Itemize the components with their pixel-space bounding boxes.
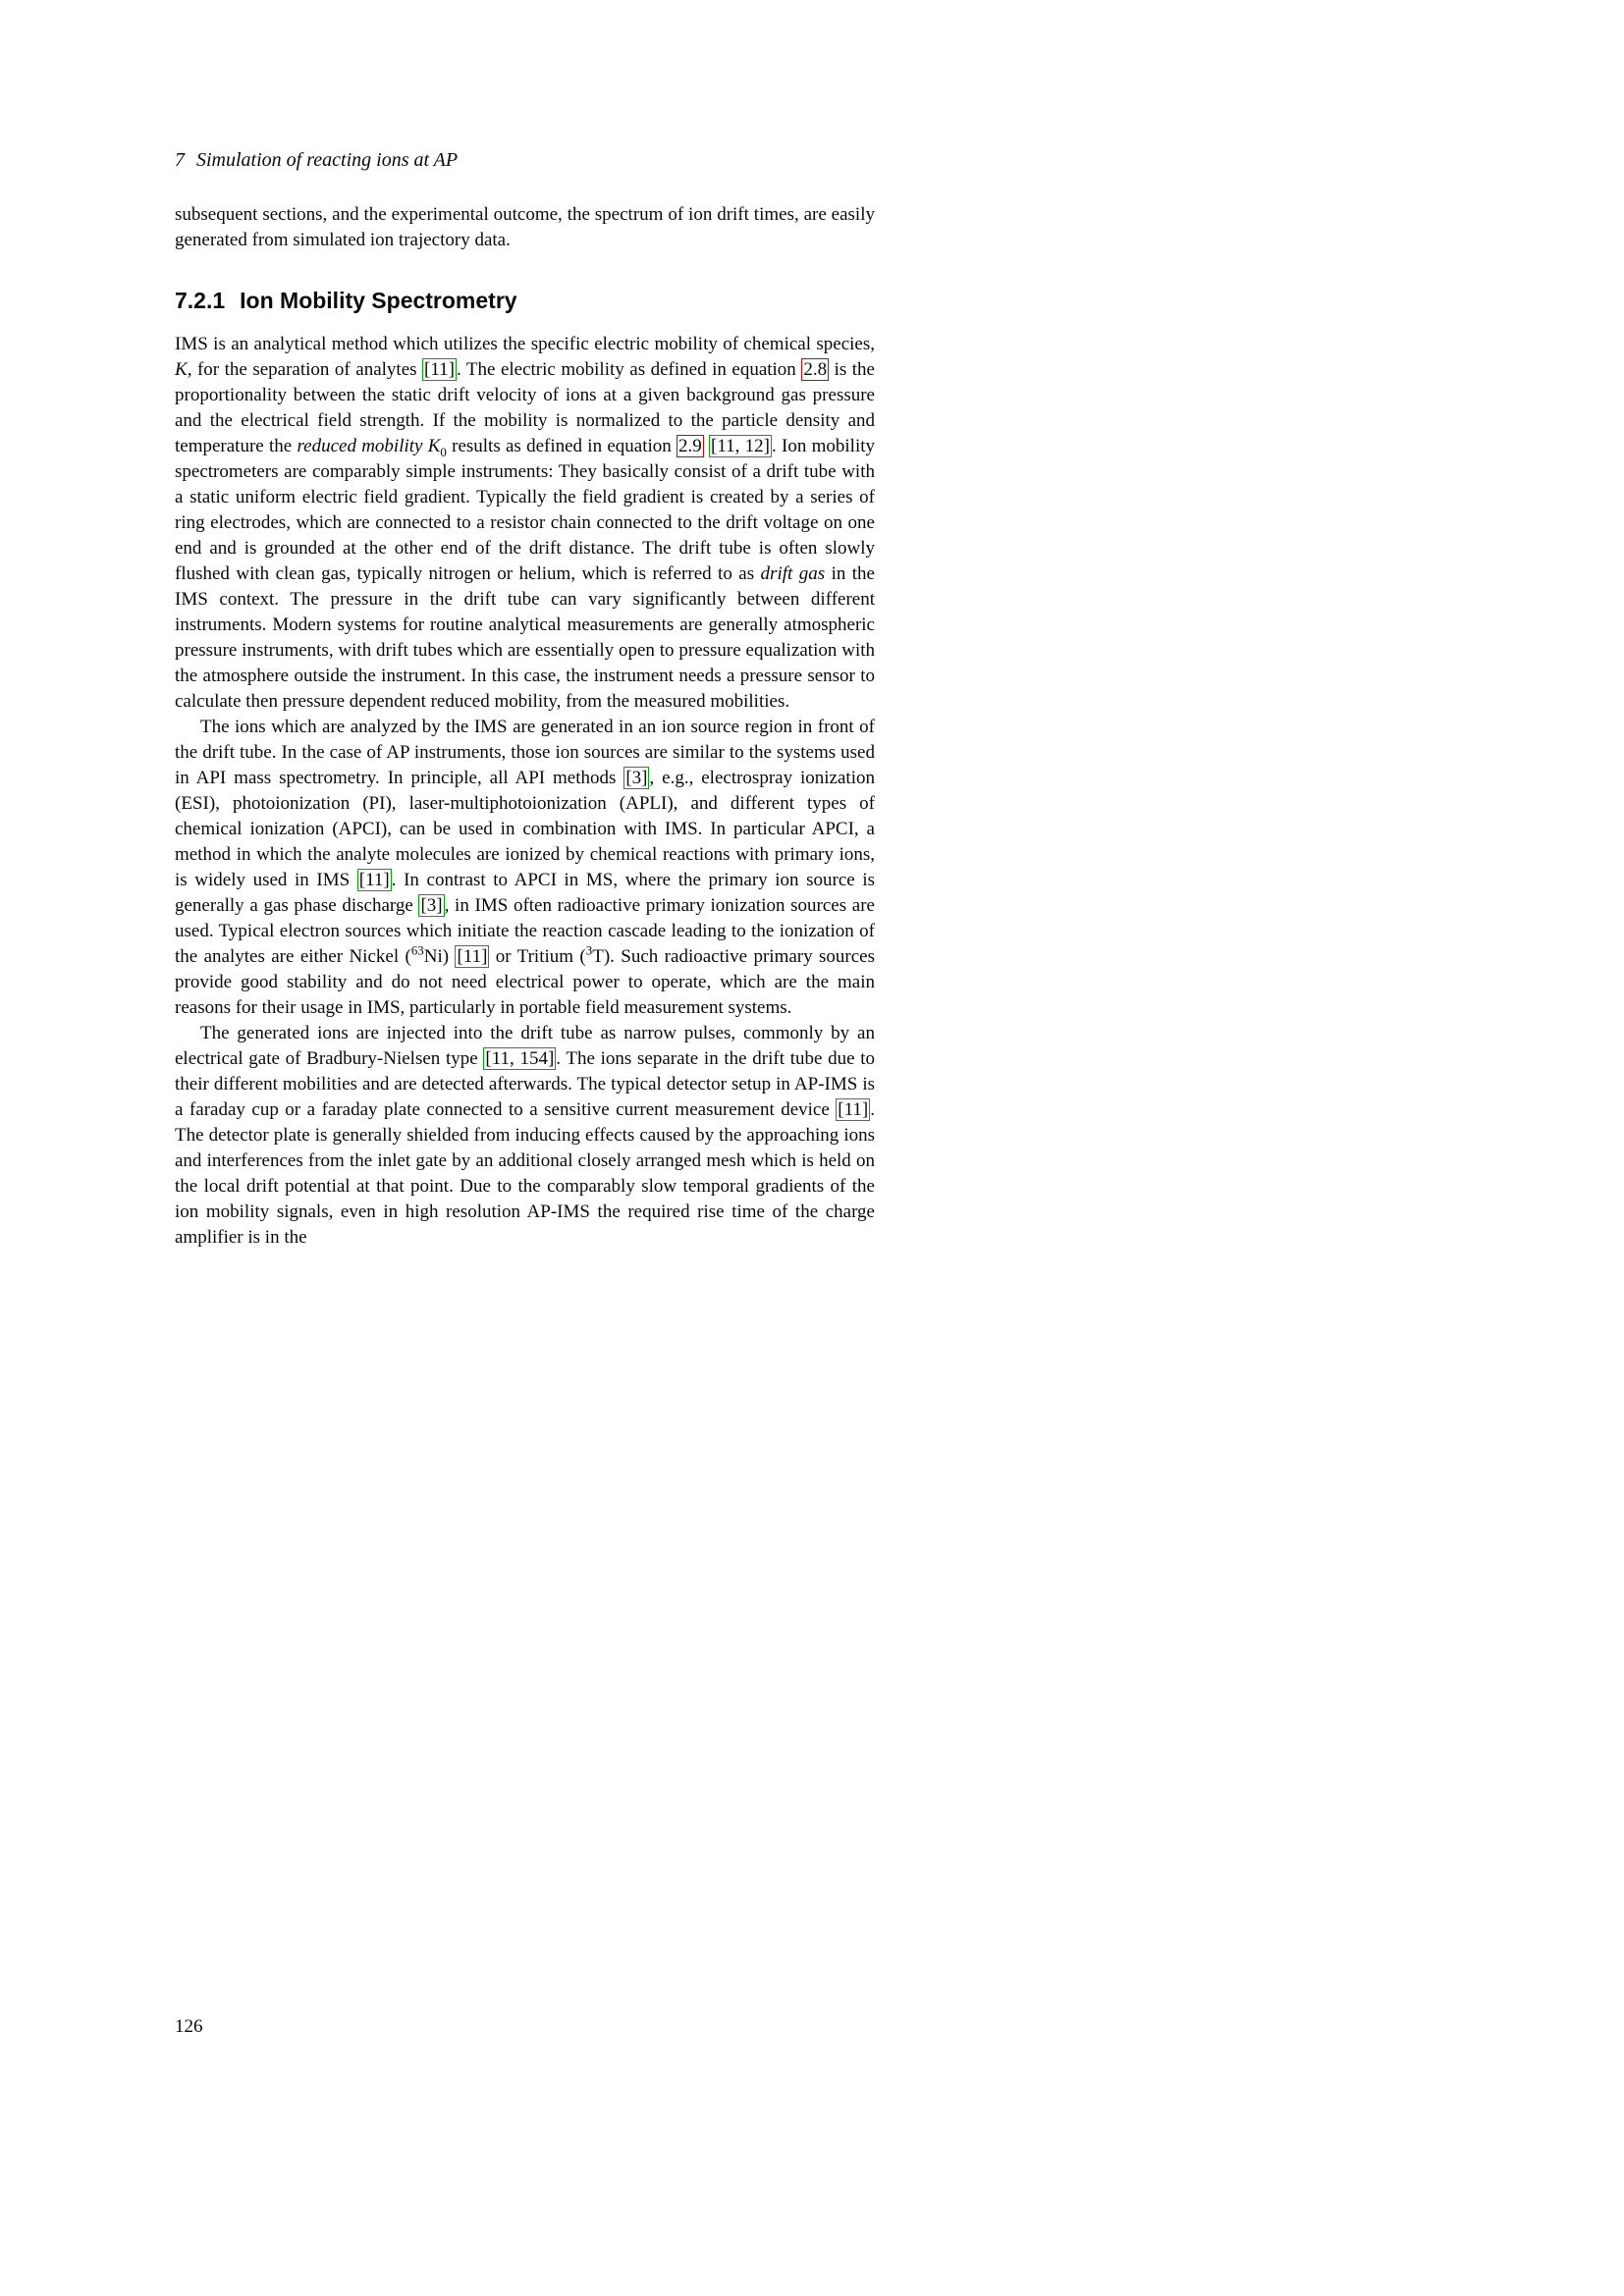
text-run: IMS is an analytical method which utilizes the specific electric mobility of chemical species,	[175, 334, 875, 354]
citation-link[interactable]: [11]	[358, 870, 390, 890]
text-run: . The electric mobility as defined in equation	[456, 359, 802, 380]
superscript-text: 63	[410, 942, 424, 958]
running-header-title: Simulation of reacting ions at AP	[196, 149, 459, 171]
text-run: Ni)	[423, 946, 456, 967]
text-run: The generated ions are injected into the drift tube as narrow pulses, commonly by an electrical gate of Bradbury-Nielsen type	[175, 1023, 875, 1069]
page-footer	[175, 2014, 203, 2040]
paragraph-intro-continuation	[175, 202, 875, 253]
citation-link[interactable]: [11]	[424, 359, 455, 380]
text-run: , in IMS often radioactive primary ionization sources are used. Typical electron sources which initiate the reaction cascade leading to the ionization of the analytes are either Nickel (	[175, 895, 875, 967]
text-run: . In contrast to APCI in MS, where the primary ion source is generally a gas phase discharge	[175, 870, 876, 916]
italic-text-run: K	[175, 359, 188, 380]
paragraph-ims-overview	[175, 332, 875, 715]
italic-text-run: drift gas	[760, 563, 826, 584]
citation-link[interactable]: [3]	[420, 895, 443, 916]
citation-link[interactable]: [11, 154]	[485, 1048, 555, 1069]
section-heading	[175, 287, 875, 314]
text-run: , for the separation of analytes	[187, 359, 423, 380]
citation-link[interactable]: [11]	[838, 1099, 869, 1120]
section-number: 7.2.1	[175, 288, 226, 313]
citation-link[interactable]: [3]	[625, 768, 648, 788]
equation-ref-link[interactable]: 2.8	[803, 359, 828, 380]
text-run: or Tritium (	[489, 946, 586, 967]
text-run: The ions which are analyzed by the IMS are generated in an ion source region in front of the drift tube. In the case of AP instruments, those ion sources are similar to the systems used in API mass spectrometry. In principle, all API methods	[175, 717, 875, 788]
superscript-text: 3	[585, 942, 593, 958]
subscript-text: 0	[440, 444, 447, 459]
citation-link[interactable]: [11, 12]	[711, 436, 771, 456]
equation-ref-link[interactable]: 2.9	[678, 436, 702, 456]
paragraph-ion-sources	[175, 715, 875, 1021]
running-header	[175, 147, 458, 173]
text-run: , e.g., electrospray ionization (ESI), photoionization (PI), laser-multiphotoionization (APLI), and different types of chemical ionization (APCI), can be used in combination with IMS. In particular APCI, a method in which the analyte molecules are ionized by chemical reactions with primary ions, is widely used in IMS	[175, 768, 875, 890]
text-run: T). Such radioactive primary sources provide good stability and do not need electrical power to operate, which are the main reasons for their usage in IMS, particularly in portable field measurement systems.	[175, 946, 875, 1018]
text-run: subsequent sections, and the experimental outcome, the spectrum of ion drift times, are easily generated from simulated ion trajectory data.	[175, 204, 875, 250]
paragraph-ion-injection	[175, 1021, 875, 1251]
text-block	[175, 202, 875, 1251]
text-run: . The ions separate in the drift tube due to their different mobilities and are detected afterwards. The typical detector setup in AP-IMS is a faraday cup or a faraday plate connected to a sensitive current measurement device	[175, 1048, 876, 1120]
page-number: 126	[175, 2016, 203, 2037]
text-run: in the IMS context. The pressure in the drift tube can vary significantly between different instruments. Modern systems for routine analytical measurements are generally atmospheric pressure instruments, with drift tubes which are essentially open to pressure equalization with the atmosphere outside the instrument. In this case, the instrument needs a pressure sensor to calculate then pressure dependent reduced mobility, from the measured mobilities.	[175, 563, 875, 712]
citation-link[interactable]: [11]	[457, 946, 488, 967]
text-run: . The detector plate is generally shielded from inducing effects caused by the approaching ions and interferences from the inlet gate by an additional closely arranged mesh which is held on the local drift potential at that point. Due to the comparably slow temporal gradients of the ion mobility signals, even in high resolution AP-IMS the required rise time of the charge amplifier is in the	[175, 1099, 875, 1248]
italic-text-run: reduced mobility K	[297, 436, 441, 456]
section-title: Ion Mobility Spectrometry	[240, 288, 517, 313]
text-run: is the proportionality between the static drift velocity of ions at a given background gas pressure and the electrical field strength. If the mobility is normalized to the particle density and temperature the	[175, 359, 875, 456]
text-run: results as defined in equation	[446, 436, 677, 456]
text-run: . Ion mobility spectrometers are comparably simple instruments: They basically consist of a drift tube with a static uniform electric field gradient. Typically the field gradient is created by a series of ring electrodes, which are connected to a resistor chain connected to the drift voltage on one end and is grounded at the other end of the drift distance. The drift tube is often slowly flushed with clean gas, typically nitrogen or helium, which is referred to as	[175, 436, 876, 584]
running-header-chapter-number: 7	[175, 149, 185, 171]
